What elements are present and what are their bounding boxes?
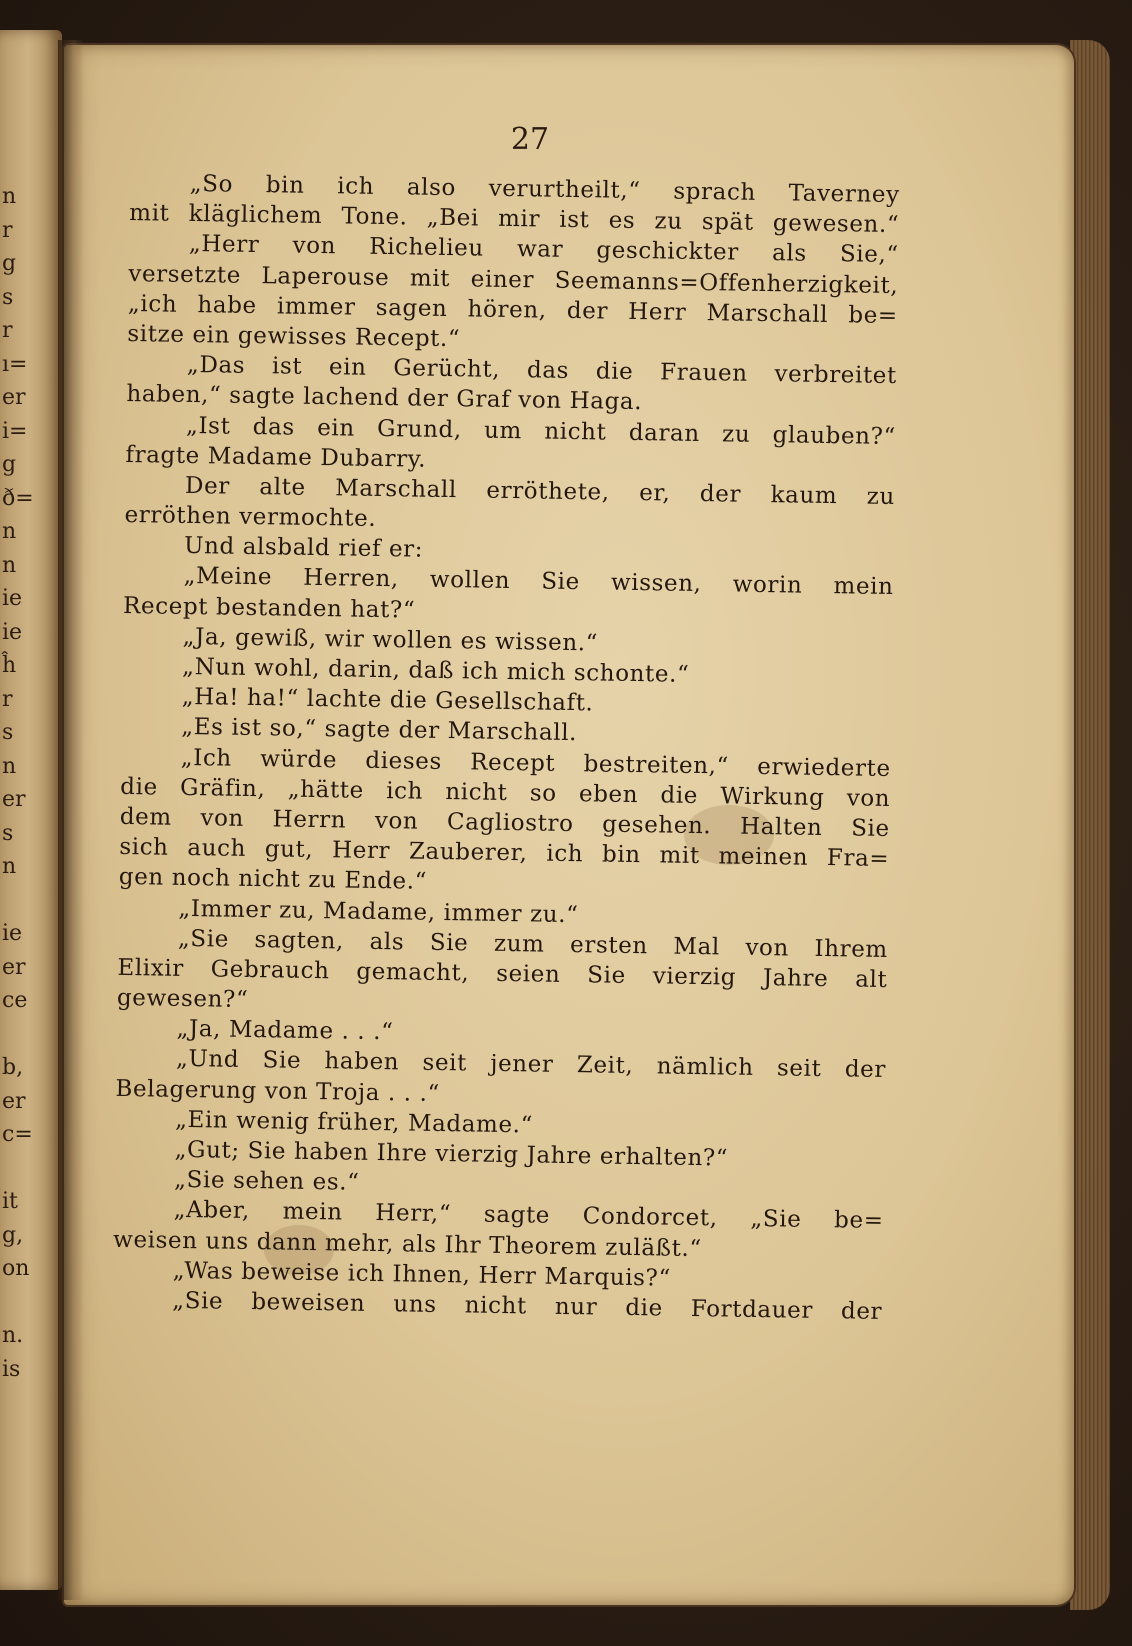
text-line: dem von Herrn von Cagliostro gesehen. Halten Sie xyxy=(119,803,890,842)
previous-page-fragment: s xyxy=(2,820,14,846)
text-line: „Ist das ein Grund, um nicht daran zu glauben?“ xyxy=(185,412,897,450)
previous-page-fragment: r xyxy=(2,318,13,343)
text-line: „Gut; Sie haben Ihre vierzig Jahre erhalten?“ xyxy=(174,1136,729,1172)
previous-page-fragment: ce xyxy=(2,988,28,1013)
text-line: weisen uns dann mehr, als Ihr Theorem zuläßt.“ xyxy=(112,1226,702,1262)
text-line: „Ich würde dieses Recept bestreiten,“ erwiederte xyxy=(180,744,891,782)
previous-page-fragment: it xyxy=(2,1189,18,1214)
previous-page-fragment: s xyxy=(2,720,14,745)
previous-page-fragment: g, xyxy=(2,1222,24,1248)
previous-page-fragment: r xyxy=(2,686,13,712)
previous-page-fragment: is xyxy=(2,1356,21,1382)
text-line: Der alte Marschall erröthete, er, der kaum zu xyxy=(184,472,896,510)
text-line: „Das ist ein Gerücht, das die Frauen verbreitet xyxy=(186,352,898,390)
previous-page-fragment: ie xyxy=(2,586,23,611)
previous-page-fragment: s xyxy=(2,284,14,310)
previous-page-fragment: c= xyxy=(2,1122,33,1147)
previous-page-fragment: b, xyxy=(2,1055,24,1080)
previous-page-fragment: n xyxy=(2,519,17,544)
text-line: „Was beweise ich Ihnen, Herr Marquis?“ xyxy=(172,1257,672,1292)
previous-page-fragment: n xyxy=(2,184,17,209)
text-line: Elixir Gebrauch gemacht, seien Sie vierzig Jahre alt xyxy=(117,954,888,993)
text-line: mit kläglichem Tone. „Bei mir ist es zu spät gewesen.“ xyxy=(129,200,900,239)
previous-page-fragment: ie xyxy=(2,921,23,946)
previous-page-fragment: i= xyxy=(2,418,28,444)
text-line: Recept bestanden hat?“ xyxy=(122,592,416,624)
text-line: „Sie beweisen uns nicht nur die Fortdauer der xyxy=(172,1287,883,1325)
previous-page-fragment: er xyxy=(2,1088,26,1114)
previous-page-fragment: er xyxy=(2,954,26,980)
text-line: „Sie sehen es.“ xyxy=(173,1167,360,1196)
text-line: fragte Madame Dubarry. xyxy=(125,441,427,473)
previous-page-fragment: n xyxy=(2,854,17,879)
previous-page-fragment: r xyxy=(2,217,13,243)
book-gutter xyxy=(58,40,84,1600)
text-line: „Ha! ha!“ lachte die Gesellschaft. xyxy=(181,684,594,717)
text-line: „Meine Herren, wollen Sie wissen, worin mein xyxy=(183,563,894,601)
text-line: versetzte Laperouse mit einer Seemanns=Offenherzigkeit, xyxy=(128,260,899,299)
previous-page-fragment: er xyxy=(2,385,26,410)
text-line: „Herr von Richelieu war geschickter als Sie,“ xyxy=(188,231,899,269)
text-line: „Immer zu, Madame, immer zu.“ xyxy=(178,895,579,928)
text-line: sitze ein gewisses Recept.“ xyxy=(127,320,461,353)
text-line: „So bin ich also verurtheilt,“ sprach Taverney xyxy=(189,170,900,209)
previous-page-fragment: g xyxy=(2,251,17,276)
page-text xyxy=(112,168,900,1327)
text-line: „Ja, Madame . . .“ xyxy=(176,1016,394,1046)
previous-page-fragment: ð= xyxy=(2,485,34,511)
text-line: „Und Sie haben seit jener Zeit, nämlich seit der xyxy=(175,1046,887,1084)
previous-page-fragment: n. xyxy=(2,1323,24,1348)
previous-page-fragment: ı= xyxy=(2,351,28,377)
page-number: 27 xyxy=(510,122,550,157)
previous-page-fragment xyxy=(0,884,62,918)
text-line: gen noch nicht zu Ende.“ xyxy=(118,864,428,896)
previous-page-fragment xyxy=(0,1286,62,1320)
previous-page-fragment: g xyxy=(2,452,17,477)
previous-page-fragment: on xyxy=(2,1256,30,1281)
text-line: „Es ist so,“ sagte der Marschall. xyxy=(181,714,578,747)
previous-page-line-ends xyxy=(0,180,62,1386)
previous-page-fragment: er xyxy=(2,787,26,812)
text-line: die Gräfin, „hätte ich nicht so eben die Wirkung von xyxy=(120,773,891,812)
text-line: sich auch gut, Herr Zauberer, ich bin mit meinen Fra= xyxy=(119,834,890,873)
text-line: Belagerung von Troja . . .“ xyxy=(115,1075,441,1107)
text-line: „Ja, gewiß, wir wollen es wissen.“ xyxy=(182,623,599,657)
text-line: erröthen vermochte. xyxy=(124,502,377,532)
text-line: gewesen?“ xyxy=(116,984,249,1014)
previous-page-fragment xyxy=(0,1152,62,1186)
previous-page xyxy=(0,30,62,1590)
previous-page-fragment: n xyxy=(2,753,17,779)
page-block-edge xyxy=(1070,40,1110,1610)
previous-page-fragment: ĥ xyxy=(2,653,17,678)
text-line: Und alsbald rief er: xyxy=(183,533,424,563)
text-line: „Nun wohl, darin, daß ich mich schonte.“ xyxy=(181,653,690,688)
previous-page-fragment: n xyxy=(2,552,17,578)
previous-page-fragment: ie xyxy=(2,619,23,645)
previous-page-fragment xyxy=(0,1018,62,1052)
text-line: haben,“ sagte lachend der Graf von Haga. xyxy=(126,381,643,416)
text-line: „Ein wenig früher, Madame.“ xyxy=(174,1106,534,1139)
text-line: „Sie sagten, als Sie zum ersten Mal von Ihrem xyxy=(177,925,889,963)
text-line: „ich habe immer sagen hören, der Herr Marschall be= xyxy=(127,290,898,329)
text-line: „Aber, mein Herr,“ sagte Condorcet, „Sie be= xyxy=(173,1197,884,1235)
